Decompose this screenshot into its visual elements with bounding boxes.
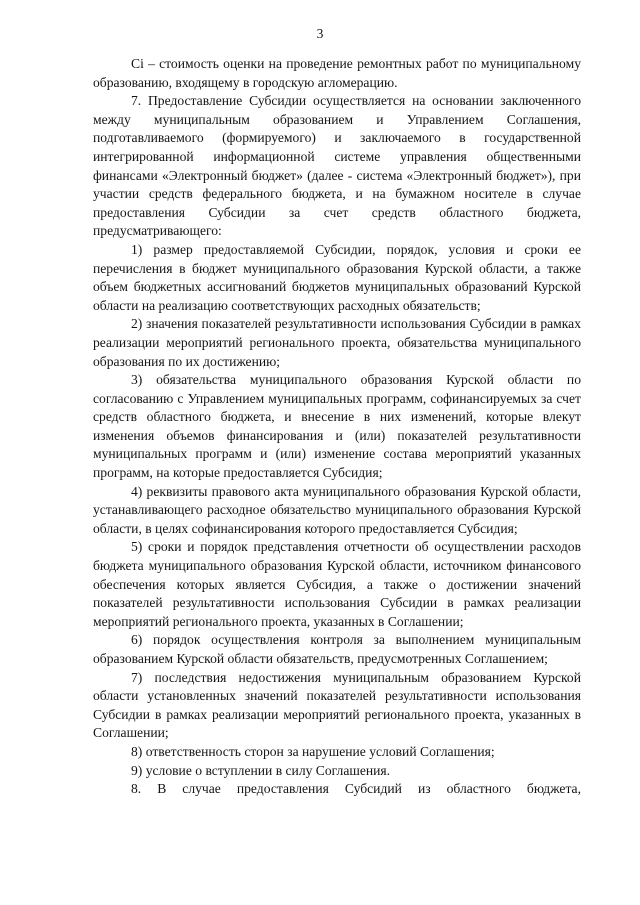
paragraph-subitem-8: 8) ответственность сторон за нарушение условий Соглашения; <box>131 743 495 759</box>
page-number: 3 <box>316 26 324 41</box>
paragraph-item-8: 8. В случае предоставления Субсидий из областного бюджета, <box>131 781 581 797</box>
paragraph-subitem-3: 3) обязательства муниципального образования Курской области по согласованию с Управлением муниципальных программ, софинансируемых за счет средств областного бюджета, и внесение в них изменений, которые влекут изменения объемов финансирования и (или) показателей результативности муниципальных программ и (или) изменение состава мероприятий указанных программ, на которые предоставляется Субсидия; <box>93 372 581 481</box>
document-body <box>93 55 581 799</box>
paragraph-subitem-4: 4) реквизиты правового акта муниципального образования Курской области, устанавливающего расходное обязательство муниципального образования Курской области, в целях софинансирования которого предоставляется Субсидия; <box>93 483 581 536</box>
paragraph-ci-definition: Ci – стоимость оценки на проведение ремонтных работ по муниципальному образованию, входящему в городскую агломерацию. <box>93 56 581 90</box>
paragraph-subitem-1: 1) размер предоставляемой Субсидии, порядок, условия и сроки ее перечисления в бюджет муниципального образования Курской области, а также объем бюджетных ассигнований бюджетов муниципальных образований Курской области на реализацию соответствующих расходных обязательств; <box>93 241 581 313</box>
paragraph-subitem-9: 9) условие о вступлении в силу Соглашения. <box>131 762 391 778</box>
paragraph-subitem-2: 2) значения показателей результативности использования Субсидии в рамках реализации мероприятий регионального проекта, обязательства муниципального образования по их достижению; <box>93 316 581 369</box>
paragraph-subitem-7: 7) последствия недостижения муниципальным образованием Курской области установленных значений показателей результативности использования Субсидии в рамках реализации мероприятий регионального проекта, указанных в Соглашении; <box>93 669 581 741</box>
paragraph-subitem-5: 5) сроки и порядок представления отчетности об осуществлении расходов бюджета муниципального образования Курской области, источником финансового обеспечения которых является Субсидия, а также о достижении значений показателей результативности использования Субсидии в рамках реализации мероприятий регионального проекта, указанных в Соглашении; <box>93 539 581 629</box>
paragraph-subitem-6: 6) порядок осуществления контроля за выполнением муниципальным образованием Курской области обязательств, предусмотренных Соглашением; <box>93 632 581 666</box>
paragraph-item-7: 7. Предоставление Субсидии осуществляется на основании заключенного между муниципальным образованием и Управлением Соглашения, подготавливаемого (формируемого) и заключаемого в государственной интегрированной информационной системе управления общественными финансами «Электронный бюджет» (далее - система «Электронный бюджет»), при участии средств федерального бюджета, и на бумажном носителе в случае предоставления Субсидии за счет средств областного бюджета, предусматривающего: <box>93 93 581 239</box>
